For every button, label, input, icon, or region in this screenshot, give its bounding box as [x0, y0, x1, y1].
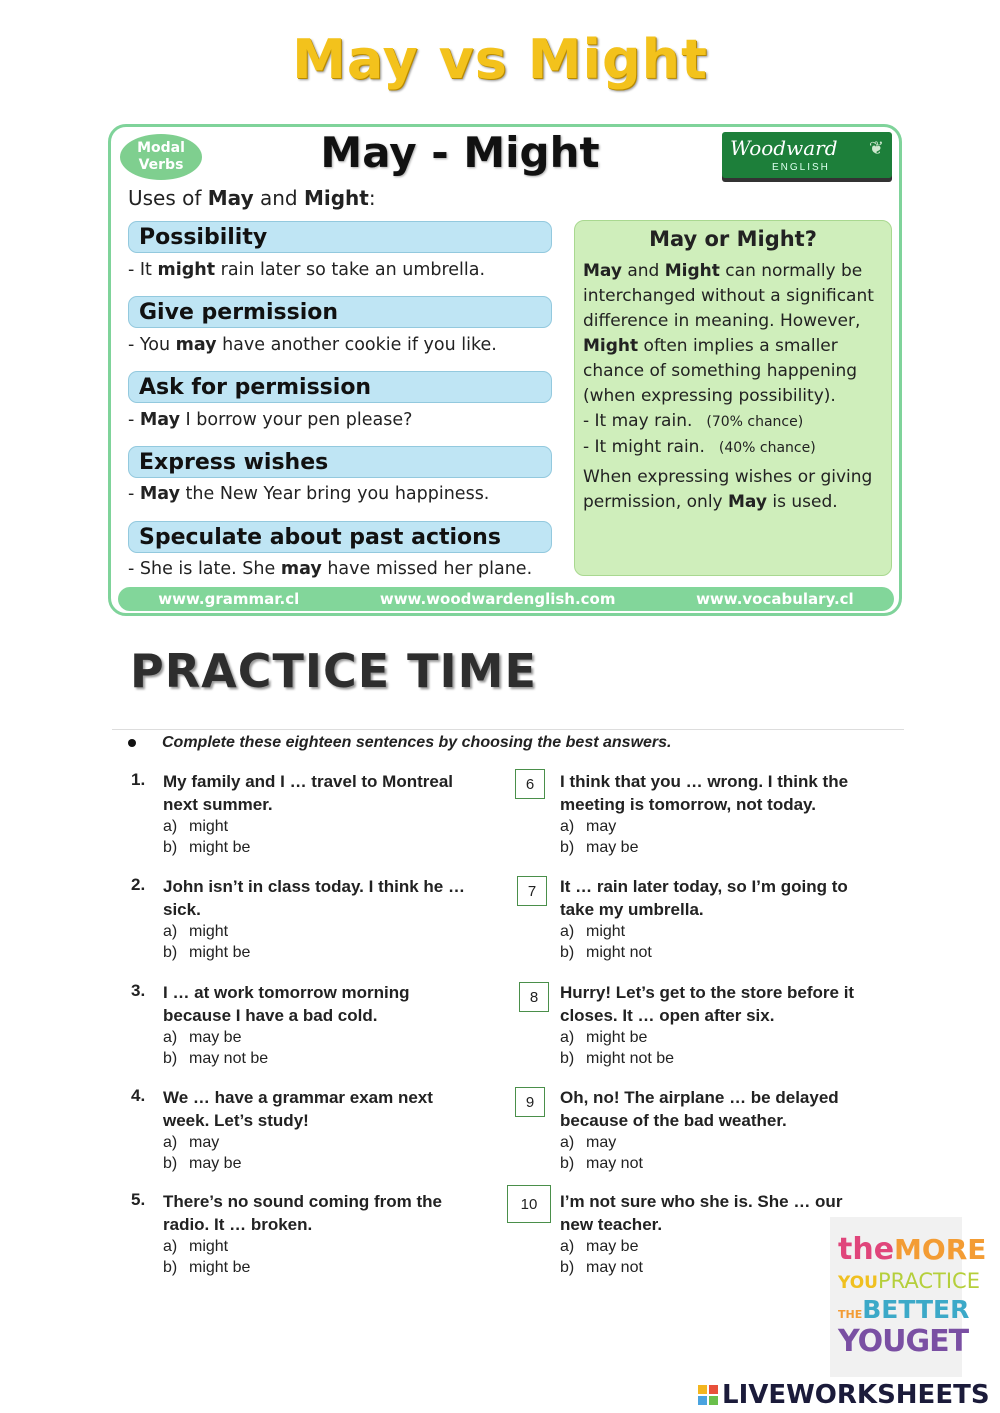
option-a[interactable]: a) might — [163, 923, 229, 940]
question-6-number-box: 6 — [515, 769, 545, 799]
liveworksheets-brand[interactable] — [698, 1380, 990, 1410]
uses-intro-and: and — [253, 186, 304, 210]
option-b[interactable]: b) might be — [163, 839, 251, 856]
question-stem: There’s no sound coming from the radio. It … broken. — [163, 1192, 442, 1234]
question-number: 5. — [131, 1190, 146, 1209]
use-example-speculate: - She is late. She may have missed her plane. — [128, 559, 533, 579]
promo-line-1: theMORE — [838, 1232, 987, 1267]
badge-line-1: Modal — [137, 140, 185, 156]
question-9-number-box: 9 — [515, 1087, 545, 1117]
use-example-ask-permission: - May I borrow your pen please? — [128, 410, 413, 430]
question-stem: My family and I … travel to Montreal next summer. — [163, 772, 454, 814]
use-example-express-wishes: - May the New Year bring you happiness. — [128, 484, 490, 504]
question-2 — [131, 875, 471, 963]
liveworksheets-logo-icon — [698, 1385, 718, 1405]
promo-line-2: YOUPRACTICE — [838, 1269, 980, 1293]
use-heading-give-permission: Give permission — [128, 296, 552, 328]
promo-line-4: YOUGET — [838, 1324, 969, 1359]
option-b[interactable]: b) might not be — [560, 1050, 675, 1067]
practice-motivation-image — [830, 1217, 987, 1377]
question-stem: We … have a grammar exam next week. Let’s study! — [163, 1088, 433, 1130]
may-only-note: When expressing wishes or giving permission, only May is used. — [583, 467, 873, 512]
example-may: - It may rain. (70% chance) — [583, 411, 804, 431]
use-heading-speculate: Speculate about past actions — [128, 521, 552, 553]
footer-link-vocabulary[interactable]: www.vocabulary.cl — [696, 590, 854, 608]
practice-heading: PRACTICE TIME — [130, 644, 537, 698]
badge-line-2: Verbs — [138, 157, 184, 173]
example-might: - It might rain. (40% chance) — [583, 437, 816, 457]
uses-intro — [128, 186, 376, 210]
option-a[interactable]: a) may be — [163, 1029, 242, 1046]
question-stem: John isn’t in class today. I think he … sick. — [163, 877, 465, 919]
uses-intro-may: May — [207, 186, 254, 210]
option-a[interactable]: a) may — [560, 1134, 617, 1151]
question-1 — [131, 770, 471, 858]
may-or-might-explanation: May and Might can normally be interchanged without a significant difference in meaning. However, Might often implies a smaller chance of something happening (when expressing possibility). — [583, 261, 874, 406]
uses-intro-might: Might — [303, 186, 369, 210]
option-b[interactable]: b) may not — [560, 1155, 643, 1172]
card-title: May - Might — [320, 128, 600, 177]
use-example-give-permission: - You may have another cookie if you like. — [128, 335, 497, 355]
option-a[interactable]: a) might — [163, 1238, 229, 1255]
logo-subtitle: ENGLISH — [772, 162, 830, 173]
option-b[interactable]: b) might be — [163, 944, 251, 961]
question-stem: I think that you … wrong. I think the meeting is tomorrow, not today. — [560, 772, 849, 814]
question-stem: I … at work tomorrow morning because I have a bad cold. — [163, 983, 410, 1025]
question-5 — [131, 1190, 471, 1278]
card-footer — [118, 587, 894, 611]
question-number: 3. — [131, 981, 146, 1000]
option-b[interactable]: b) may not be — [163, 1050, 269, 1067]
question-7-number-box: 7 — [517, 876, 547, 906]
question-number: 2. — [131, 875, 146, 894]
use-heading-possibility: Possibility — [128, 221, 552, 253]
woodward-logo — [722, 132, 892, 178]
option-b[interactable]: b) may not — [560, 1259, 643, 1276]
use-heading-express-wishes: Express wishes — [128, 446, 552, 478]
question-stem: It … rain later today, so I’m going to take my umbrella. — [560, 877, 848, 919]
uses-intro-text: Uses of — [128, 186, 208, 210]
uses-intro-colon: : — [368, 186, 376, 210]
option-b[interactable]: b) might not — [560, 944, 652, 961]
option-a[interactable]: a) may be — [560, 1238, 639, 1255]
may-or-might-box — [574, 220, 892, 576]
fern-icon: ❦ — [868, 138, 884, 158]
option-b[interactable]: b) may be — [163, 1155, 242, 1172]
option-a[interactable]: a) may — [163, 1134, 220, 1151]
footer-link-grammar[interactable]: www.grammar.cl — [158, 590, 300, 608]
question-6 — [528, 770, 868, 858]
question-3 — [131, 981, 471, 1069]
modal-verbs-badge — [120, 134, 202, 180]
use-heading-ask-permission: Ask for permission — [128, 371, 552, 403]
option-b[interactable]: b) may be — [560, 839, 639, 856]
question-10 — [528, 1190, 868, 1278]
question-stem: I’m not sure who she is. She … our new teacher. — [560, 1192, 843, 1234]
divider — [112, 729, 904, 730]
promo-line-3: THEBETTER — [838, 1295, 970, 1324]
question-number: 4. — [131, 1086, 146, 1105]
instructions — [128, 734, 671, 752]
bullet-icon — [128, 739, 136, 747]
use-example-possibility: - It might rain later so take an umbrella. — [128, 260, 486, 280]
question-10-number-box: 10 — [507, 1185, 551, 1223]
question-stem: Oh, no! The airplane … be delayed because of the bad weather. — [560, 1088, 839, 1130]
question-9 — [528, 1086, 868, 1174]
question-8 — [528, 981, 868, 1069]
option-a[interactable]: a) may — [560, 818, 617, 835]
question-8-number-box: 8 — [519, 982, 549, 1012]
question-7 — [528, 875, 868, 963]
instruction-text: Complete these eighteen sentences by choosing the best answers. — [162, 734, 672, 751]
page-title: May vs Might — [292, 28, 708, 91]
option-b[interactable]: b) might be — [163, 1259, 251, 1276]
question-4 — [131, 1086, 471, 1174]
logo-word: Woodward — [730, 136, 838, 160]
question-stem: Hurry! Let’s get to the store before it closes. It … open after six. — [560, 983, 855, 1025]
option-a[interactable]: a) might — [560, 923, 626, 940]
option-a[interactable]: a) might — [163, 818, 229, 835]
brand-name: LIVEWORKSHEETS — [722, 1380, 990, 1410]
may-or-might-title: May or Might? — [649, 227, 817, 251]
footer-link-woodward[interactable]: www.woodwardenglish.com — [379, 590, 616, 608]
option-a[interactable]: a) might be — [560, 1029, 648, 1046]
question-number: 1. — [131, 770, 146, 789]
